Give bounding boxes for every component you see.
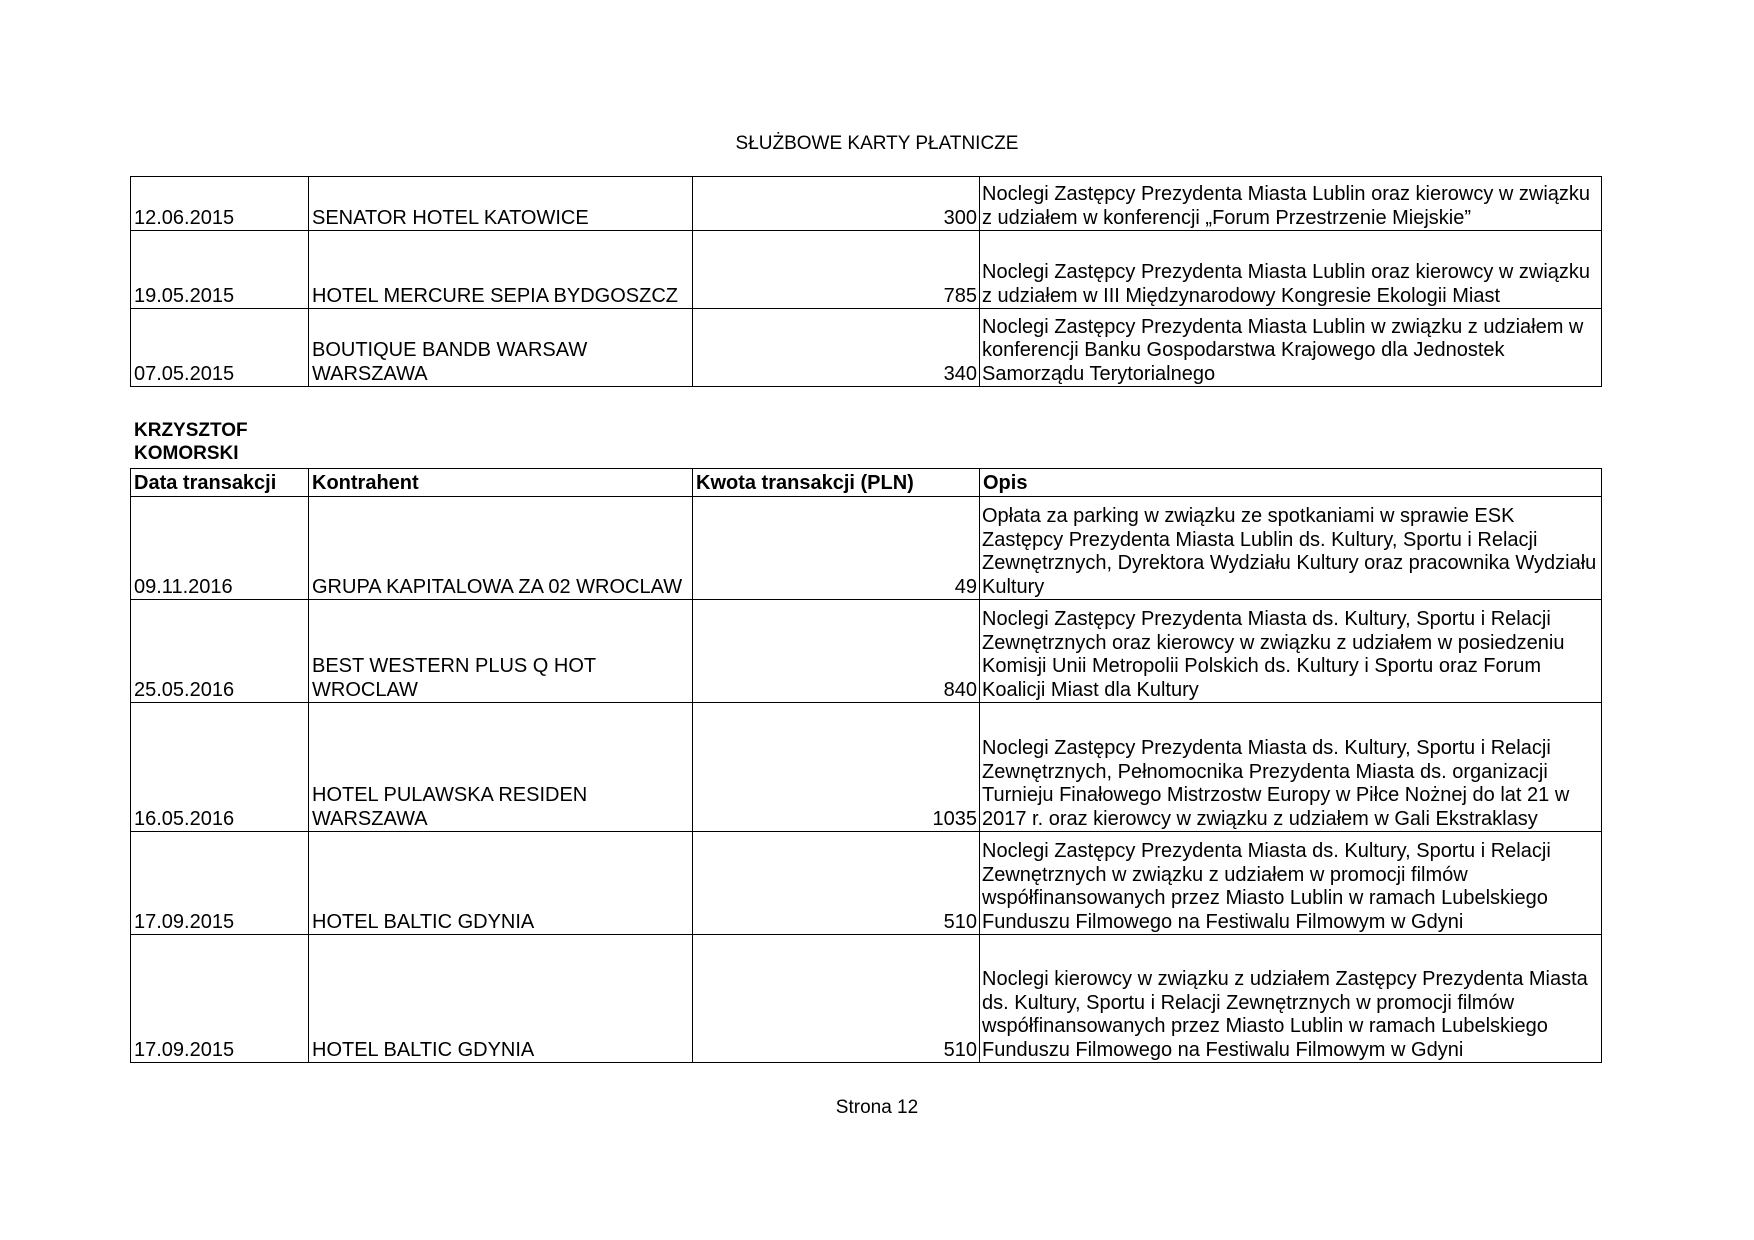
transaction-date: 19.05.2015 [131,231,309,309]
table-row [131,703,1602,832]
page-title: SŁUŻBOWE KARTY PŁATNICZE [735,133,1019,154]
transaction-description: Noclegi Zastępcy Prezydenta Miasta Lublin oraz kierowcy w związku z udziałem w konferencji „Forum Przestrzenie Miejskie” [980,177,1602,231]
transaction-vendor: SENATOR HOTEL KATOWICE [309,177,693,231]
table-row [131,832,1602,935]
transaction-description: Noclegi Zastępcy Prezydenta Miasta ds. Kultury, Sportu i Relacji Zewnętrznych oraz kierowcy w związku z udziałem w posiedzeniu Komisji Unii Metropolii Polskich ds. Kultury i Sportu oraz Forum Koalicji Miast dla Kultury [980,600,1602,703]
table-row [131,231,1602,309]
transaction-vendor: HOTEL MERCURE SEPIA BYDGOSZCZ [309,231,693,309]
transaction-description: Noclegi kierowcy w związku z udziałem Zastępcy Prezydenta Miasta ds. Kultury, Sportu i Relacji Zewnętrznych w promocji filmów współfinansowanych przez Miasto Lublin w ramach Lubelskiego Funduszu Filmowego na Festiwalu Filmowym w Gdyni [980,935,1602,1063]
transaction-date: 12.06.2015 [131,177,309,231]
transaction-amount: 300 [693,177,980,231]
transaction-vendor: HOTEL PULAWSKA RESIDEN WARSZAWA [309,703,693,832]
transaction-amount: 510 [693,832,980,935]
cardholder-name: KRZYSZTOF KOMORSKI [134,420,248,464]
transaction-amount: 840 [693,600,980,703]
transaction-description: Noclegi Zastępcy Prezydenta Miasta ds. Kultury, Sportu i Relacji Zewnętrznych w związku z udziałem w promocji filmów współfinansowanych przez Miasto Lublin w ramach Lubelskiego Funduszu Filmowego na Festiwalu Filmowym w Gdyni [980,832,1602,935]
transaction-description: Noclegi Zastępcy Prezydenta Miasta Lublin w związku z udziałem w konferencji Banku Gospodarstwa Krajowego dla Jednostek Samorządu Terytorialnego [980,309,1602,387]
page-number: Strona 12 [835,1097,919,1118]
transaction-date: 16.05.2016 [131,703,309,832]
transaction-amount: 510 [693,935,980,1063]
transaction-description: Noclegi Zastępcy Prezydenta Miasta ds. Kultury, Sportu i Relacji Zewnętrznych, Pełnomocnika Prezydenta Miasta ds. organizacji Turnieju Finałowego Mistrzostw Europy w Piłce Nożnej do lat 21 w 2017 r. oraz kierowcy w związku z udziałem w Gali Ekstraklasy [980,703,1602,832]
transaction-date: 25.05.2016 [131,600,309,703]
transaction-date: 17.09.2015 [131,832,309,935]
table-row [131,497,1602,600]
table-header-row [131,469,1602,497]
column-header-vendor: Kontrahent [309,469,693,497]
column-header-date: Data transakcji [131,469,309,497]
transaction-date: 07.05.2015 [131,309,309,387]
transaction-date: 17.09.2015 [131,935,309,1063]
transactions-table-continued [130,176,1602,387]
column-header-amount: Kwota transakcji (PLN) [693,469,980,497]
table-row [131,935,1602,1063]
transaction-amount: 785 [693,231,980,309]
transaction-vendor: HOTEL BALTIC GDYNIA [309,935,693,1063]
table-row [131,600,1602,703]
transaction-amount: 1035 [693,703,980,832]
transaction-description: Opłata za parking w związku ze spotkaniami w sprawie ESK Zastępcy Prezydenta Miasta Lublin ds. Kultury, Sportu i Relacji Zewnętrznych, Dyrektora Wydziału Kultury oraz pracownika Wydziału Kultury [980,497,1602,600]
transaction-description: Noclegi Zastępcy Prezydenta Miasta Lublin oraz kierowcy w związku z udziałem w III Międzynarodowy Kongresie Ekologii Miast [980,231,1602,309]
transaction-amount: 340 [693,309,980,387]
transaction-vendor: GRUPA KAPITALOWA ZA 02 WROCLAW [309,497,693,600]
column-header-description: Opis [980,469,1602,497]
transaction-amount: 49 [693,497,980,600]
transaction-vendor: HOTEL BALTIC GDYNIA [309,832,693,935]
transactions-table [130,468,1602,1063]
transaction-date: 09.11.2016 [131,497,309,600]
transaction-vendor: BEST WESTERN PLUS Q HOT WROCLAW [309,600,693,703]
table-row [131,309,1602,387]
table-row [131,177,1602,231]
transaction-vendor: BOUTIQUE BANDB WARSAW WARSZAWA [309,309,693,387]
